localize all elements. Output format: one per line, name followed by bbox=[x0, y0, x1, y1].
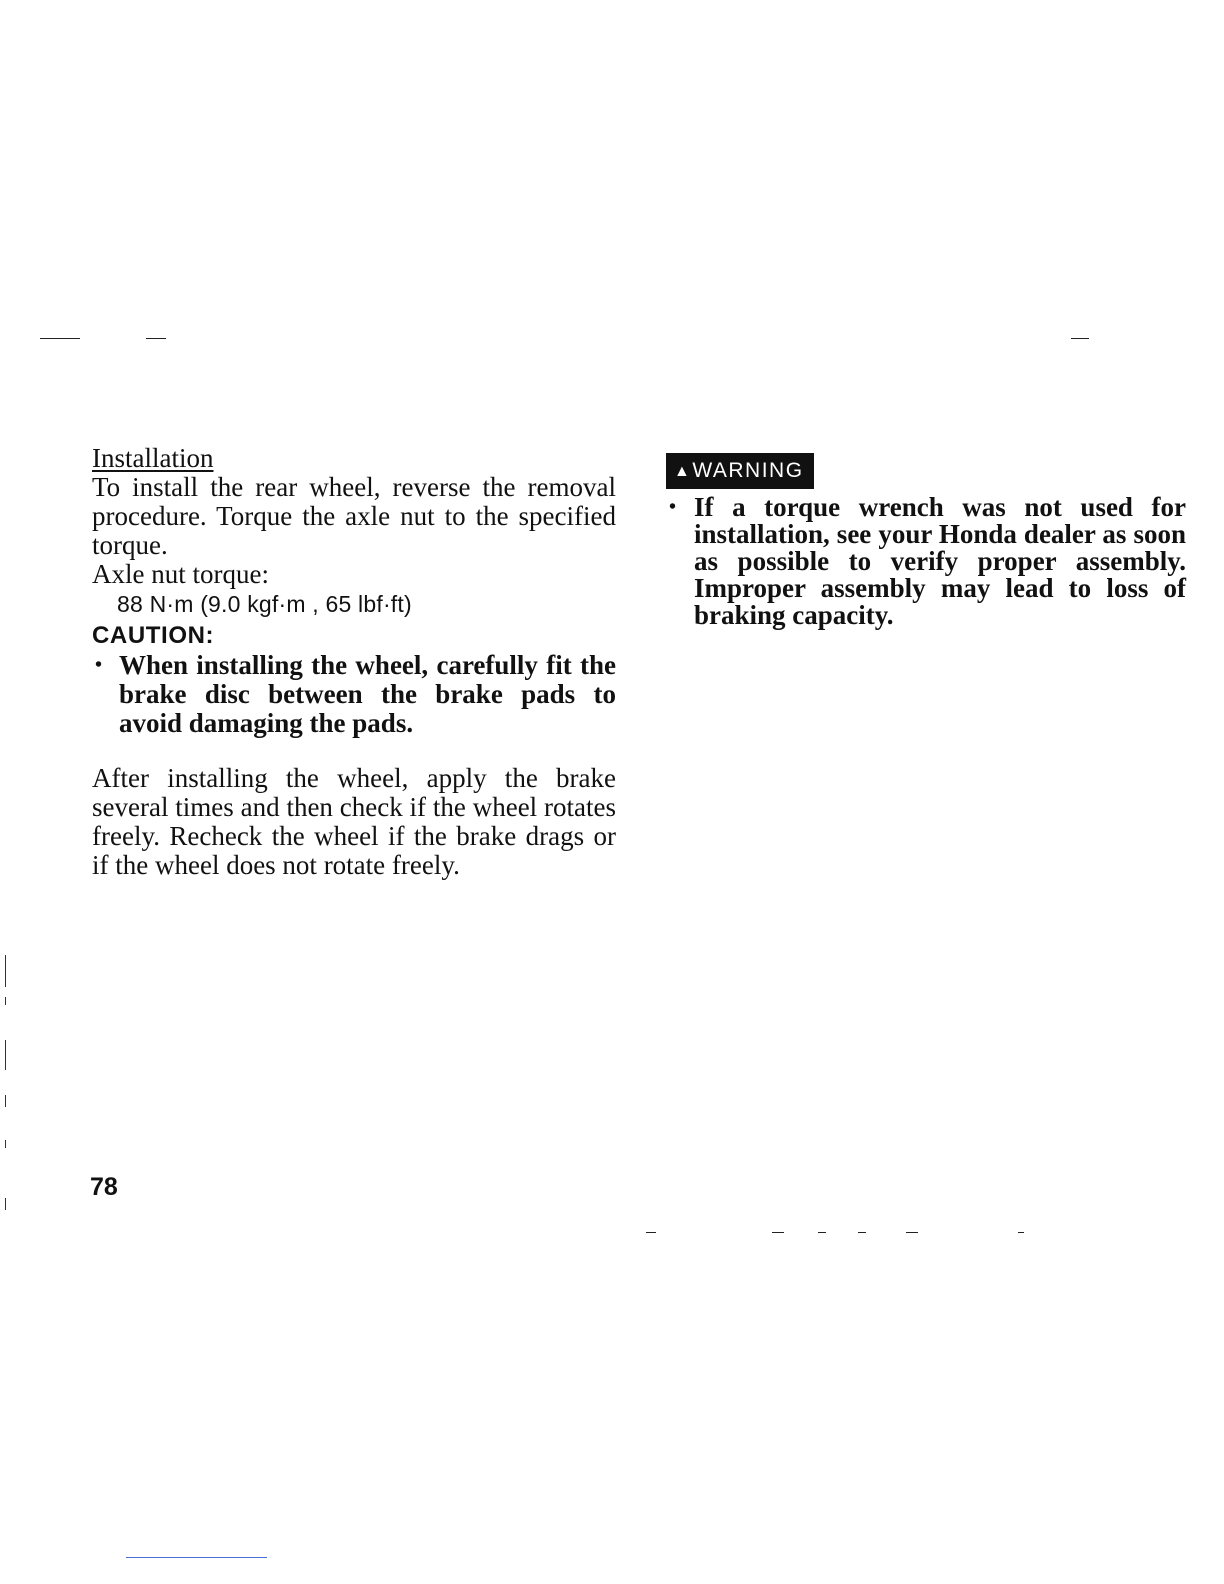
scan-mark bbox=[146, 338, 166, 339]
section-heading: Installation bbox=[92, 443, 214, 473]
scan-mark bbox=[5, 1198, 6, 1210]
scan-mark bbox=[906, 1232, 918, 1233]
warning-section bbox=[666, 453, 1186, 629]
torque-value: 88 N·m (9.0 kgf·m , 65 lbf·ft) bbox=[117, 591, 412, 617]
scan-mark bbox=[1071, 338, 1089, 339]
bullet-icon: • bbox=[669, 496, 677, 518]
scan-mark bbox=[646, 1232, 656, 1233]
torque-label: Axle nut torque: bbox=[92, 559, 269, 589]
caution-bullet bbox=[92, 651, 616, 738]
scan-mark bbox=[5, 1140, 6, 1148]
caution-text: When installing the wheel, carefully fit the brake disc between the brake pads to avoid damaging the pads. bbox=[119, 650, 616, 738]
scan-mark bbox=[5, 955, 6, 987]
scan-mark bbox=[5, 1095, 6, 1107]
warning-bullet bbox=[666, 494, 1186, 629]
bottom-rule bbox=[126, 1557, 267, 1558]
scan-mark bbox=[5, 997, 6, 1005]
scan-mark bbox=[818, 1232, 826, 1233]
installation-intro: To install the rear wheel, reverse the removal procedure. Torque the axle nut to the specified torque. bbox=[92, 472, 616, 560]
installation-section bbox=[92, 443, 616, 880]
page-number: 78 bbox=[90, 1173, 118, 1201]
bullet-icon: • bbox=[95, 654, 103, 676]
warning-text: If a torque wrench was not used for installation, see your Honda dealer as soon as possible to verify proper assembly. Improper assembly may lead to loss of braking capacity. bbox=[694, 492, 1186, 630]
warning-triangle-icon: ▲ bbox=[674, 463, 692, 480]
scan-mark bbox=[858, 1232, 866, 1233]
scan-mark bbox=[1018, 1232, 1024, 1233]
scan-mark bbox=[5, 1040, 6, 1070]
caution-title: CAUTION: bbox=[92, 622, 215, 649]
after-install-paragraph: After installing the wheel, apply the brake several times and then check if the wheel rotates freely. Recheck the wheel if the brake drags or if the wheel does not rotate freely. bbox=[92, 763, 616, 880]
warning-badge bbox=[666, 453, 814, 489]
scan-mark bbox=[40, 338, 80, 339]
scan-mark bbox=[772, 1232, 784, 1233]
warning-label: WARNING bbox=[692, 459, 804, 482]
